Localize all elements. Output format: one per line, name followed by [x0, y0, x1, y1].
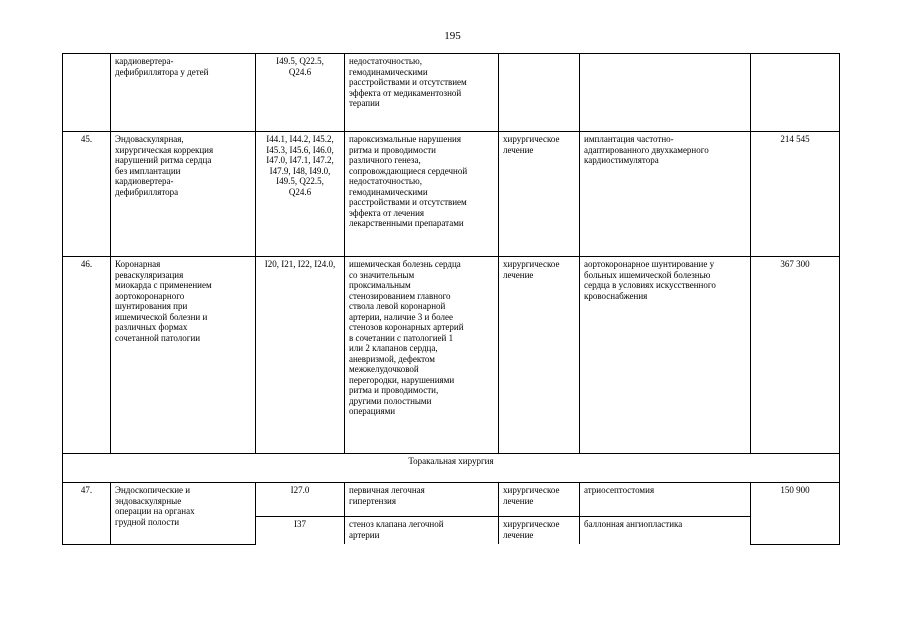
table-row: [63, 257, 840, 454]
services-table: [62, 53, 840, 545]
treatment-method: атриосептостомия: [580, 483, 751, 517]
icd-codes: I37: [256, 517, 345, 545]
treatment-method: аортокоронарное шунтирование у больных ишемической болезнью сердца в условиях искусственного кровоснабжения: [580, 257, 751, 454]
service-name: Коронарная реваскуляризация миокарда с применением аортокоронарного шунтирования при ишемической болезни и различных формах сочетанной патологии: [111, 257, 256, 454]
treatment-type: хирургическое лечение: [499, 517, 580, 545]
table-row: [63, 54, 840, 132]
service-name: Эндоваскулярная, хирургическая коррекция нарушений ритма сердца без имплантации кардиовертера- дефибриллятора: [111, 132, 256, 257]
row-number: 47.: [63, 483, 111, 545]
treatment-type: хирургическое лечение: [499, 483, 580, 517]
section-row: [63, 454, 840, 483]
treatment-method: [580, 54, 751, 132]
treatment-type: хирургическое лечение: [499, 132, 580, 257]
treatment-method: баллонная ангиопластика: [580, 517, 751, 545]
row-number: 45.: [63, 132, 111, 257]
row-number: [63, 54, 111, 132]
treatment-type: хирургическое лечение: [499, 257, 580, 454]
patient-model: недостаточностью, гемодинамическими расстройствами и отсутствием эффекта от медикаментозной терапии: [345, 54, 499, 132]
patient-model: ишемическая болезнь сердца со значительным проксимальным стенозированием главного ствола левой коронарной артерии, наличие 3 и более стенозов коронарных артерий в сочетании с патологией 1 или 2 клапанов сердца, аневризмой, дефектом межжелудочковой перегородки, нарушениями ритма и проводимости, другими полостными операциями: [345, 257, 499, 454]
norm-price: [751, 54, 840, 132]
row-number: 46.: [63, 257, 111, 454]
norm-price: 367 300: [751, 257, 840, 454]
table-row: [63, 483, 840, 517]
icd-codes: I27.0: [256, 483, 345, 517]
icd-codes: I20, I21, I22, I24.0,: [256, 257, 345, 454]
icd-codes: I49.5, Q22.5, Q24.6: [256, 54, 345, 132]
treatment-method: имплантация частотно- адаптированного двухкамерного кардиостимулятора: [580, 132, 751, 257]
norm-price: 214 545: [751, 132, 840, 257]
service-name: кардиовертера- дефибриллятора у детей: [111, 54, 256, 132]
norm-price: 150 900: [751, 483, 840, 545]
page-number: 195: [444, 30, 461, 42]
treatment-type: [499, 54, 580, 132]
icd-codes: I44.1, I44.2, I45.2, I45.3, I45.6, I46.0, I47.0, I47.1, I47.2, I47.9, I48, I49.0, I49.5, Q22.5, Q24.6: [256, 132, 345, 257]
service-name: Эндоскопические и эндоваскулярные операции на органах грудной полости: [111, 483, 256, 545]
table-row: [63, 132, 840, 257]
patient-model: стеноз клапана легочной артерии: [345, 517, 499, 545]
patient-model: первичная легочная гипертензия: [345, 483, 499, 517]
patient-model: пароксизмальные нарушения ритма и проводимости различного генеза, сопровождающиеся сердечной недостаточностью, гемодинамическими расстройствами и отсутствием эффекта от лечения лекарственными препаратами: [345, 132, 499, 257]
section-heading: Торакальная хирургия: [63, 454, 840, 483]
